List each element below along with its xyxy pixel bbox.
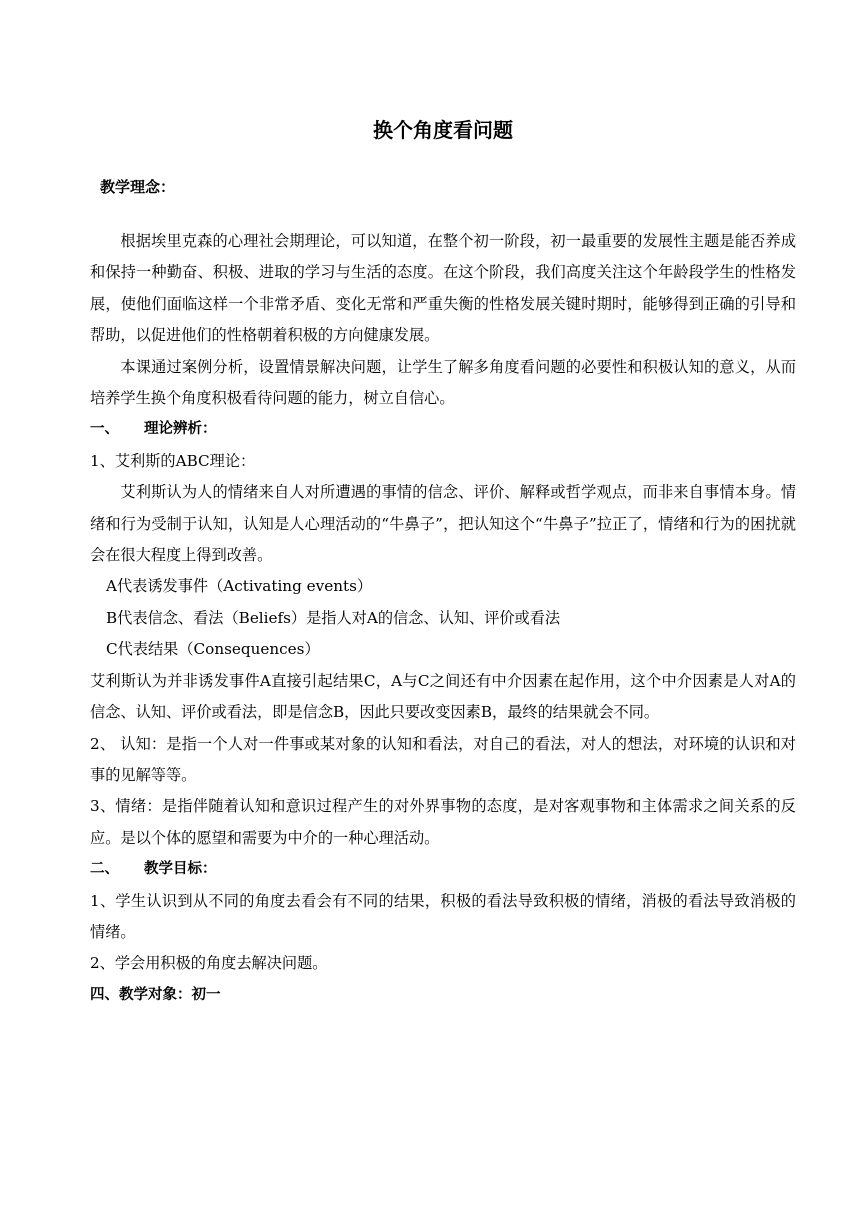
section-number: 二、 [90, 861, 119, 878]
abc-theory-heading: 1、艾利斯的ABC理论： [90, 451, 256, 470]
document-page [90, 0, 796, 1216]
abc-c-line: C代表结果（Consequences） [106, 640, 320, 659]
section-heading-goals [90, 854, 796, 885]
goal-item: 2、学会用积极的角度去解决问题。 [90, 954, 328, 973]
abc-conclusion: 艾利斯认为并非诱发事件A直接引起结果C，A与C之间还有中介因素在起作用，这个中介因素是人对A的信念、认知、评价或看法，即是信念B，因此只要改变因素B，最终的结果就会不同。 [90, 671, 796, 722]
section-heading-text: 理论辨析： [144, 421, 217, 438]
section-number: 一、 [90, 421, 119, 438]
section-heading-text: 教学目标： [144, 861, 217, 878]
section-heading-theory [90, 414, 796, 445]
cognition-definition: 2、 认知：是指一个人对一件事或某对象的认知和看法，对自己的看法，对人的想法，对环境的认识和对事的见解等等。 [90, 734, 796, 784]
abc-a-line: A代表诱发事件（Activating events） [106, 577, 373, 596]
abc-b-line: B代表信念、看法（Beliefs）是指人对A的信念、认知、评价或看法 [106, 608, 561, 627]
document-title: 换个角度看问题 [373, 118, 513, 142]
section-heading-audience: 四、教学对象：初一 [90, 986, 221, 1003]
abc-theory-description: 艾利斯认为人的情绪来自人对所遭遇的事情的信念、评价、解释或哲学观点，而非来自事情本身。情绪和行为受制于认知，认知是人心理活动的“牛鼻子”，把认知这个“牛鼻子”拉正了，情绪和行为的困扰就会在很大程度上得到改善。 [90, 483, 796, 565]
goal-item: 1、学生认识到从不同的角度去看会有不同的结果，积极的看法导致积极的情绪，消极的看法导致消极的情绪。 [90, 891, 796, 941]
emotion-definition: 3、情绪：是指伴随着认知和意识过程产生的对外界事物的态度，是对客观事物和主体需求之间关系的反应。是以个体的愿望和需要为中介的一种心理活动。 [90, 797, 796, 847]
paragraph-theory-intro: 根据埃里克森的心理社会期理论，可以知道，在整个初一阶段，初一最重要的发展性主题是能否养成和保持一种勤奋、积极、进取的学习与生活的态度。在这个阶段，我们高度关注这个年龄段学生的性格发展，使他们面临这样一个非常矛盾、变化无常和严重失衡的性格发展关键时期时，能够得到正确的引导和帮助，以促进他们的性格朝着积极的方向健康发展。 [90, 232, 796, 345]
paragraph-course-intro: 本课通过案例分析，设置情景解决问题，让学生了解多角度看问题的必要性和积极认知的意义，从而培养学生换个角度积极看待问题的能力，树立自信心。 [90, 357, 796, 408]
document-body [90, 226, 796, 1011]
teaching-philosophy-label: 教学理念： [100, 178, 176, 196]
